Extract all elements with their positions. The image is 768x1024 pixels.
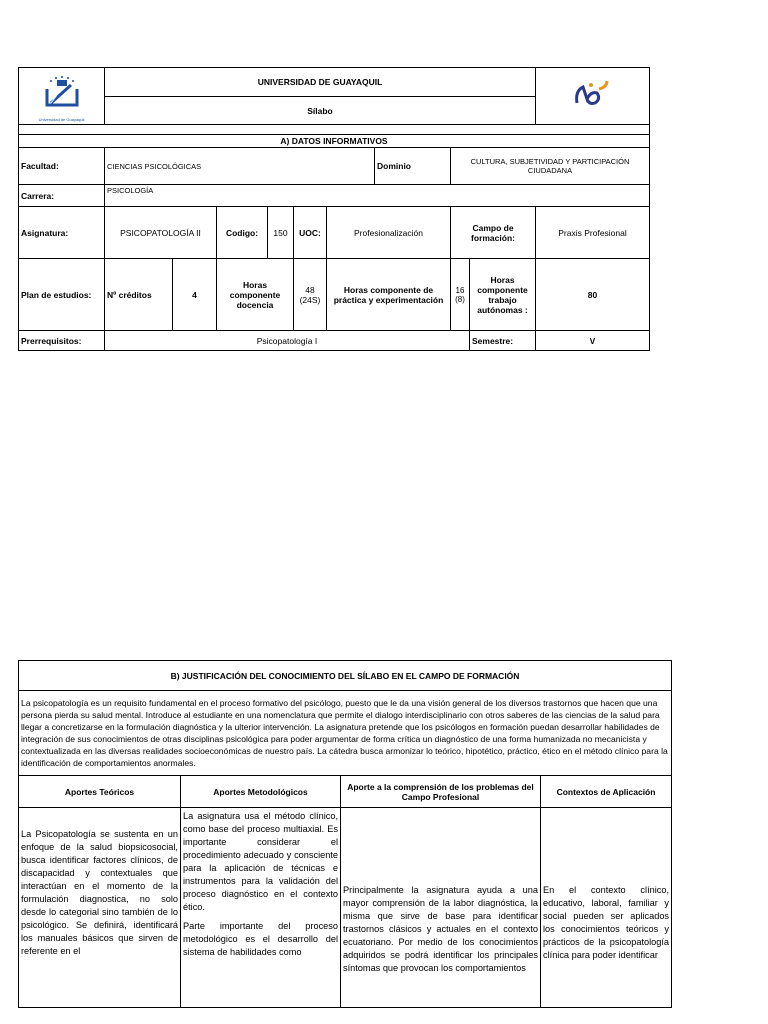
semestre-value: V: [536, 331, 650, 351]
section-b-title: B) JUSTIFICACIÓN DEL CONOCIMIENTO DEL SÍLABO EN EL CAMPO DE FORMACIÓN: [19, 661, 672, 691]
col-header-contextos: Contextos de Aplicación: [541, 776, 672, 808]
carrera-value: PSICOLOGÍA: [105, 185, 650, 207]
asignatura-value: PSICOPATOLOGÍA II: [105, 207, 217, 259]
col-header-aportes-teoricos: Aportes Teóricos: [19, 776, 181, 808]
codigo-label: Codigo:: [217, 207, 268, 259]
prerrequisitos-label: Prerrequisitos:: [19, 331, 105, 351]
facultad-value: CIENCIAS PSICOLÓGICAS: [105, 148, 375, 185]
aportes-metodologicos-cell: [181, 808, 341, 1008]
autonomo-value: 80: [536, 259, 650, 331]
logo-caption: Universidad de Guayaquil: [38, 116, 85, 122]
university-logo-cell: [19, 68, 105, 125]
aportes-metodologicos-text-1: La asignatura usa el método clínico, como base del proceso multiaxial. Es importante considerar el procedimiento adecuado y consciente para la aplicación de técnicas e instrumentos para la validación del proceso diagnóstico en el contexto ético.: [183, 811, 338, 912]
uoc-label: UOC:: [294, 207, 327, 259]
codigo-value: 150: [268, 207, 294, 259]
dominio-label: Dominio: [375, 148, 451, 185]
aportes-metodologicos-text-2: Parte importante del proceso metodológico es el desarrollo del sistema de habilidades como: [183, 921, 338, 957]
campo-label: Campo de formación:: [451, 207, 536, 259]
faculty-logo-icon: [571, 77, 615, 111]
document-type: Sílabo: [105, 97, 536, 125]
docencia-label: Horas componente docencia: [217, 259, 294, 331]
campo-value: Praxis Profesional: [536, 207, 650, 259]
university-name: UNIVERSIDAD DE GUAYAQUIL: [105, 68, 536, 97]
aportes-teoricos-text: La Psicopatología se sustenta en un enfoque de la salud biopsicosocial, busca identificar factores clínicos, de discapacidad y contextuales que interactúan en el momento de la formulación diagnostica, no solo desde lo categorial sino también de lo psicológico. Se definirá, identificará los manuales básicos que sirven de referente en el: [19, 808, 181, 1008]
practica-value: 16 (8): [451, 259, 470, 331]
creditos-value: 4: [173, 259, 217, 331]
col-header-comprension: Aporte a la comprensión de los problemas del Campo Profesional: [341, 776, 541, 808]
autonomo-label: Horas componente trabajo autónomas :: [470, 259, 536, 331]
col-header-aportes-metodologicos: Aportes Metodológicos: [181, 776, 341, 808]
plan-label: Plan de estudios:: [19, 259, 105, 331]
spacer-row: [19, 125, 650, 135]
dominio-value: CULTURA, SUBJETIVIDAD Y PARTICIPACIÓN CIUDADANA: [451, 148, 650, 185]
semestre-label: Semestre:: [470, 331, 536, 351]
asignatura-label: Asignatura:: [19, 207, 105, 259]
datos-informativos-table: [18, 67, 650, 351]
practica-label: Horas componente de práctica y experimentación: [327, 259, 451, 331]
prerrequisitos-value: Psicopatología I: [105, 331, 470, 351]
faculty-logo-cell: [536, 68, 650, 125]
section-a-title: A) DATOS INFORMATIVOS: [19, 135, 650, 148]
facultad-label: Facultad:: [19, 148, 105, 185]
uoc-value: Profesionalización: [327, 207, 451, 259]
comprension-text: Principalmente la asignatura ayuda a una mayor comprensión de la labor diagnóstica, la misma que sirve de base para identificar trastornos clásicos y actuales en el contexto ecuatoriano. Por medio de los conocimientos adquiridos se podrá identificar los principales síntomas que provocan los comportamientos: [341, 808, 541, 1008]
justificacion-paragraph: La psicopatología es un requisito fundamental en el proceso formativo del psicólogo, puesto que le da una visión general de los diversos trastornos que hacen que una persona pierda su salud mental. Introduce al estudiante en una nomenclatura que permite el dialogo interdisciplinario con otros saberes de las ciencias de la salud para llegar a concretizarse en la formulación diagnóstica y la ulterior intervención. La asignatura pretende que los psicólogos en formación puedan desarrollar habilidades de integración de sus conocimientos de otras disciplinas psicológica para poder argumentar de forma crítica un diagnóstico de una forma humanizada no mecanicista y contextualizada en las diversas realidades socioeconómicas de nuestro país. La cátedra busca armonizar lo teórico, hipotético, práctico, ético en el método clínico para la identificación de comportamientos anormales.: [19, 691, 672, 776]
docencia-value: 48 (24S): [294, 259, 327, 331]
contextos-text: En el contexto clínico, educativo, laboral, familiar y social pueden ser aplicados los conocimientos teóricos y prácticos de la psicopatología clínica para poder identificar: [541, 808, 672, 1008]
creditos-label: Nº créditos: [105, 259, 173, 331]
university-logo-icon: [27, 71, 97, 121]
justificacion-table: [18, 660, 672, 1008]
carrera-label: Carrera:: [19, 185, 105, 207]
